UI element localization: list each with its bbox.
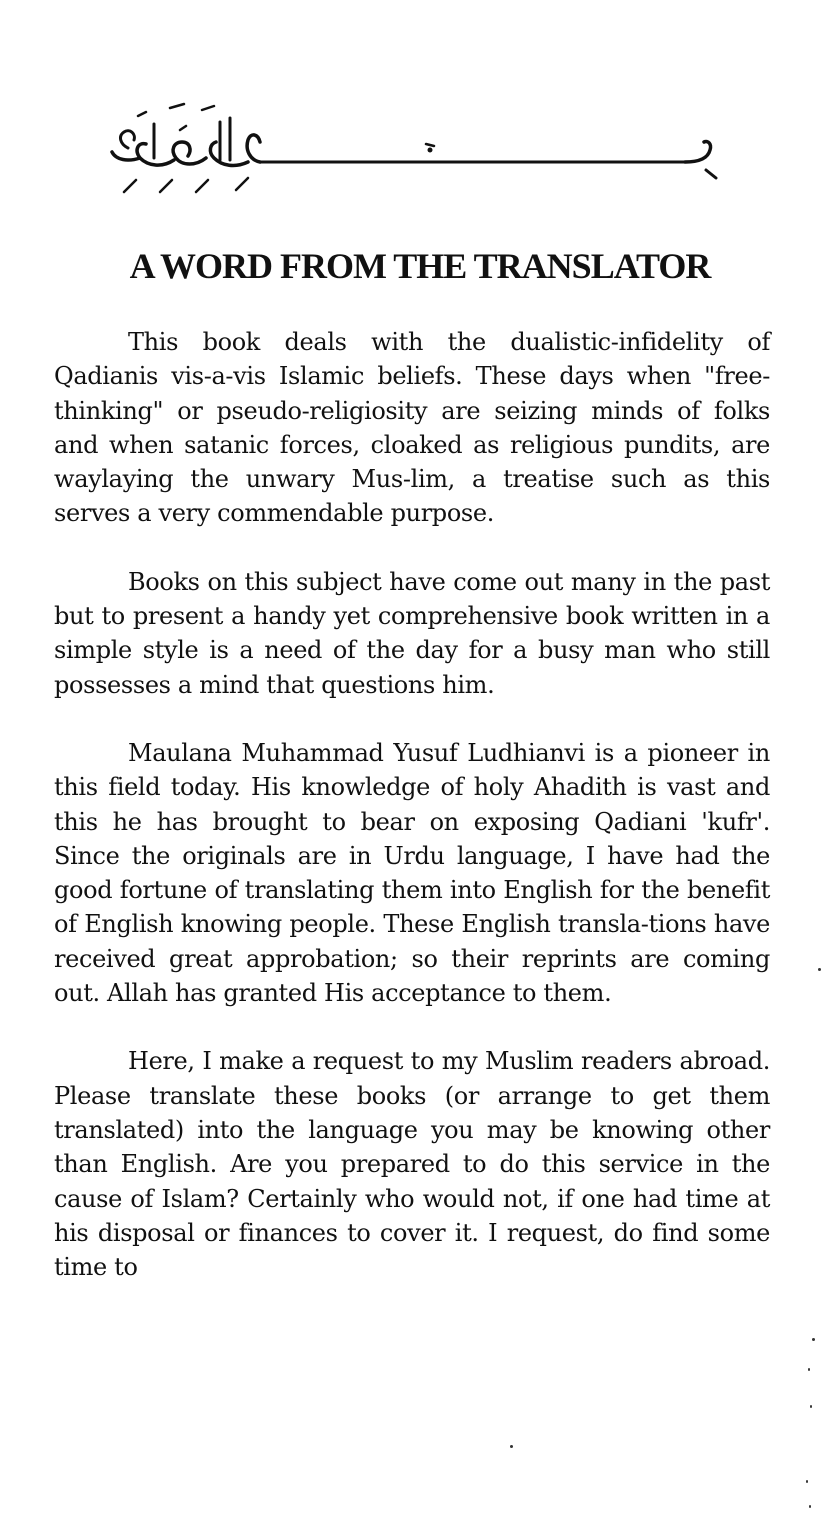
page-title: A WORD FROM THE TRANSLATOR [129,246,711,286]
scan-speck [510,1445,513,1448]
scan-speck [809,1505,811,1508]
scan-speck [806,1480,808,1483]
paragraph-1: This book deals with the dualistic-infidelity of Qadianis vis-a-vis Islamic beliefs. These days when "free-thinking" or pseudo-religiosity are seizing minds of folks and when satanic forces, cloaked as religious pundits, are waylaying the unwary Mus-lim, a treatise such as this serves a very commendable purpose. [54,328,770,528]
body-text [54,325,770,1284]
scan-speck [818,968,821,971]
scan-speck [808,1368,810,1371]
bismillah-calligraphy-icon [110,100,730,200]
paragraph-2: Books on this subject have come out many in the past but to present a handy yet comprehensive book written in a simple style is a need of the day for a busy man who still possesses a mind that questions him. [54,567,770,699]
paragraph-3: Maulana Muhammad Yusuf Ludhianvi is a pioneer in this field today. His knowledge of holy Ahadith is vast and this he has brought to bear on exposing Qadiani 'kufr'. Since the originals are in Urdu language, I have had the good fortune of translating them into English for the benefit of English knowing people. These English transla-tions have received great approbation; so their reprints are coming out. Allah has granted His acceptance to them. [54,738,770,1008]
paragraph-4: Here, I make a request to my Muslim readers abroad. Please translate these books (or arrange to get them translated) into the language you may be knowing other than English. Are you prepared to do this service in the cause of Islam? Certainly who would not, if one had time at his disposal or finances to cover it. I request, do find some time to [54,1047,770,1282]
scan-speck [812,1338,815,1341]
scan-speck [810,1405,812,1408]
